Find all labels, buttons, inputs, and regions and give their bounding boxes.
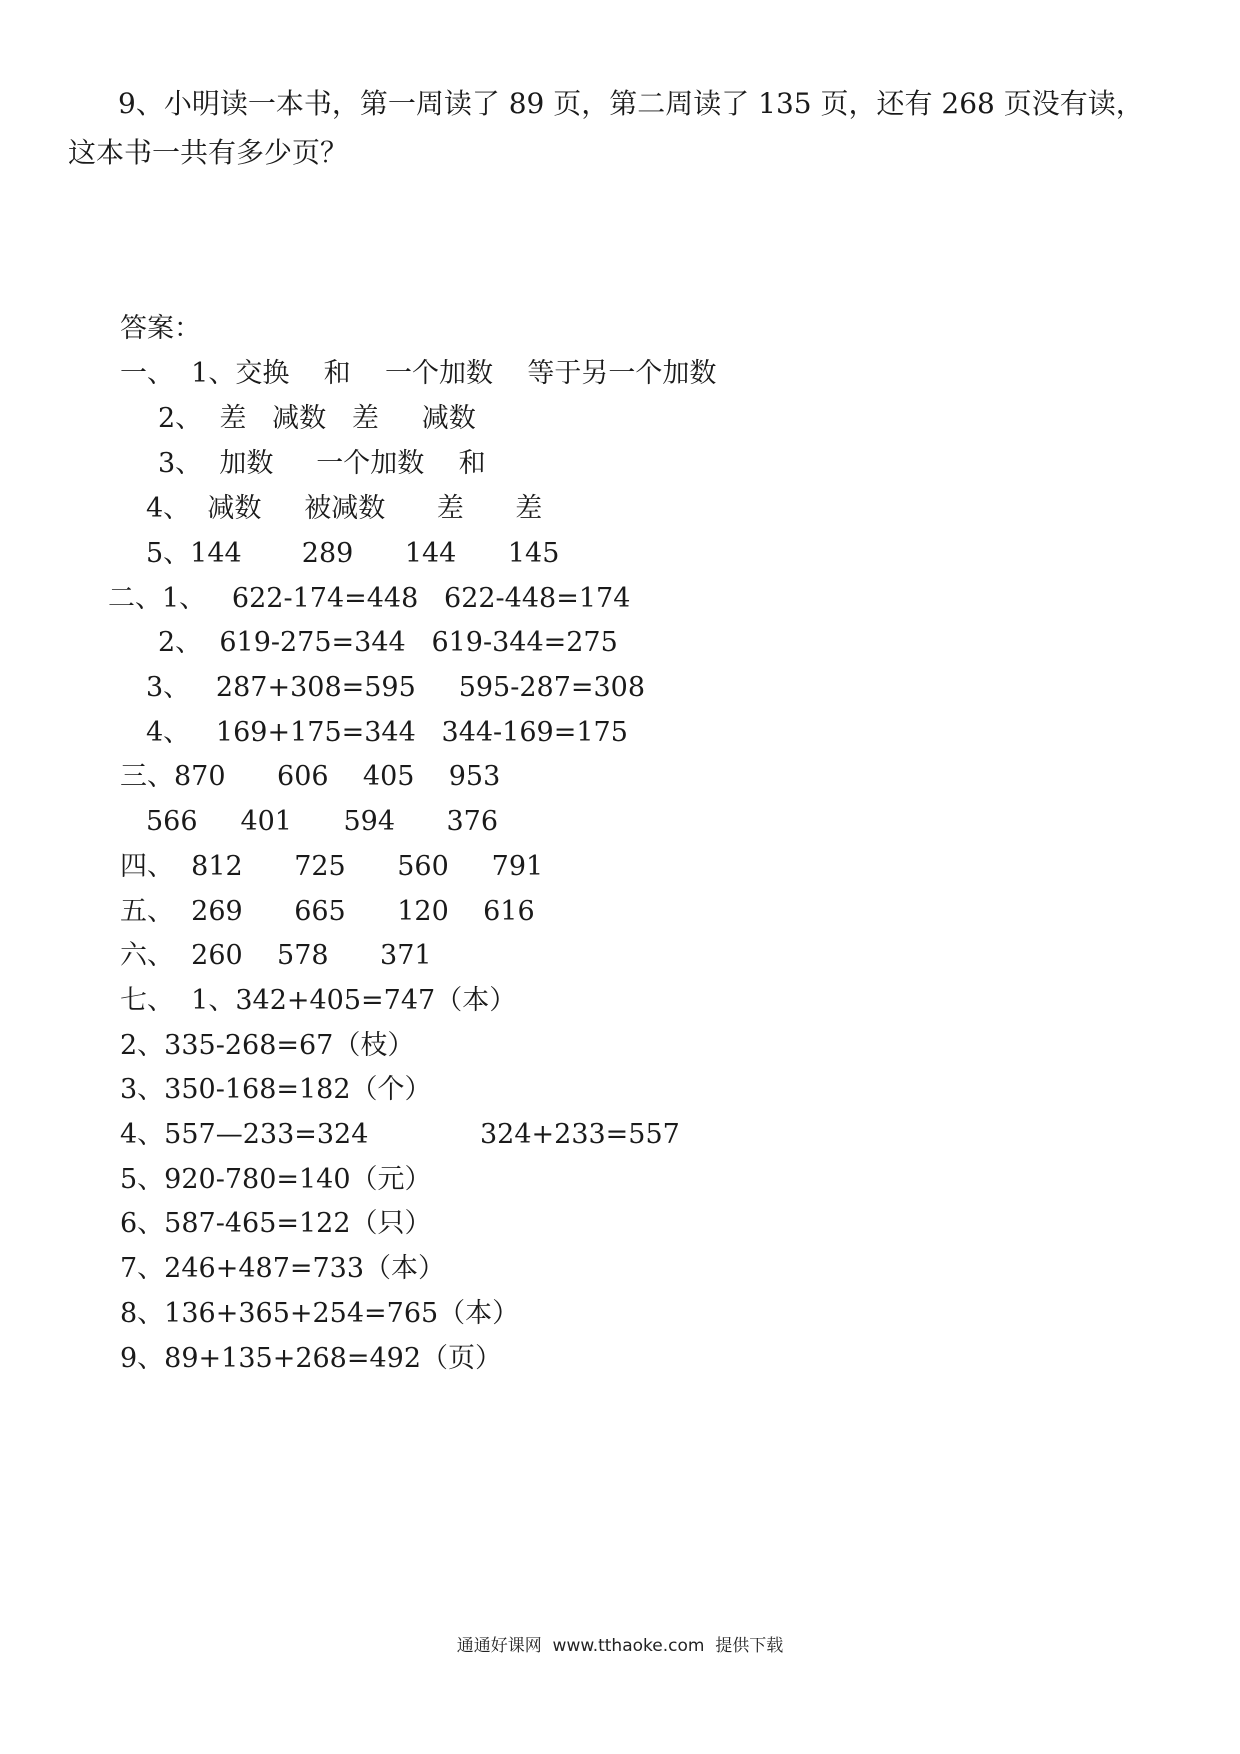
answer-line: 8、136+365+254=765（本）: [120, 1298, 520, 1329]
answer-line: 3、 287+308=595 595-287=308: [146, 672, 646, 703]
answer-line: 4、557—233=324 324+233=557: [120, 1119, 680, 1150]
answer-line: 七、 1、342+405=747（本）: [120, 985, 517, 1016]
answer-line: 9、89+135+268=492（页）: [120, 1343, 503, 1374]
answer-line: 二、1、 622-174=448 622-448=174: [108, 583, 631, 614]
answer-line: 5、920-780=140（元）: [120, 1164, 432, 1195]
answer-line: 2、335-268=67（枝）: [120, 1030, 415, 1061]
answer-line: 4、 减数 被减数 差 差: [146, 493, 543, 524]
answer-line: 一、 1、交换 和 一个加数 等于另一个加数: [120, 358, 717, 389]
answer-line: 四、 812 725 560 791: [120, 851, 544, 882]
answer-line: 5、144 289 144 145: [146, 538, 560, 569]
answer-line: 7、246+487=733（本）: [120, 1253, 446, 1284]
page-footer: 通通好课网 www.tthaoke.com 提供下载: [456, 1636, 784, 1656]
answer-line: 六、 260 578 371: [120, 940, 432, 971]
answer-line: 2、 差 减数 差 减数: [158, 403, 476, 434]
answer-line: 五、 269 665 120 616: [120, 896, 535, 927]
answer-line: 3、350-168=182（个）: [120, 1074, 432, 1105]
answer-line: 2、 619-275=344 619-344=275: [158, 627, 618, 658]
answers-heading: 答案：: [120, 313, 201, 344]
answer-line: 4、 169+175=344 344-169=175: [146, 717, 628, 748]
answer-line: 三、870 606 405 953: [120, 761, 501, 792]
answer-line: 6、587-465=122（只）: [120, 1208, 432, 1239]
question-9-line-2: 这本书一共有多少页？: [68, 136, 349, 169]
answer-line: 566 401 594 376: [146, 806, 499, 837]
question-9-line-1: 9、小明读一本书，第一周读了 89 页，第二周读了 135 页，还有 268 页没有读，: [118, 87, 1144, 120]
answer-line: 3、 加数 一个加数 和: [158, 448, 486, 479]
